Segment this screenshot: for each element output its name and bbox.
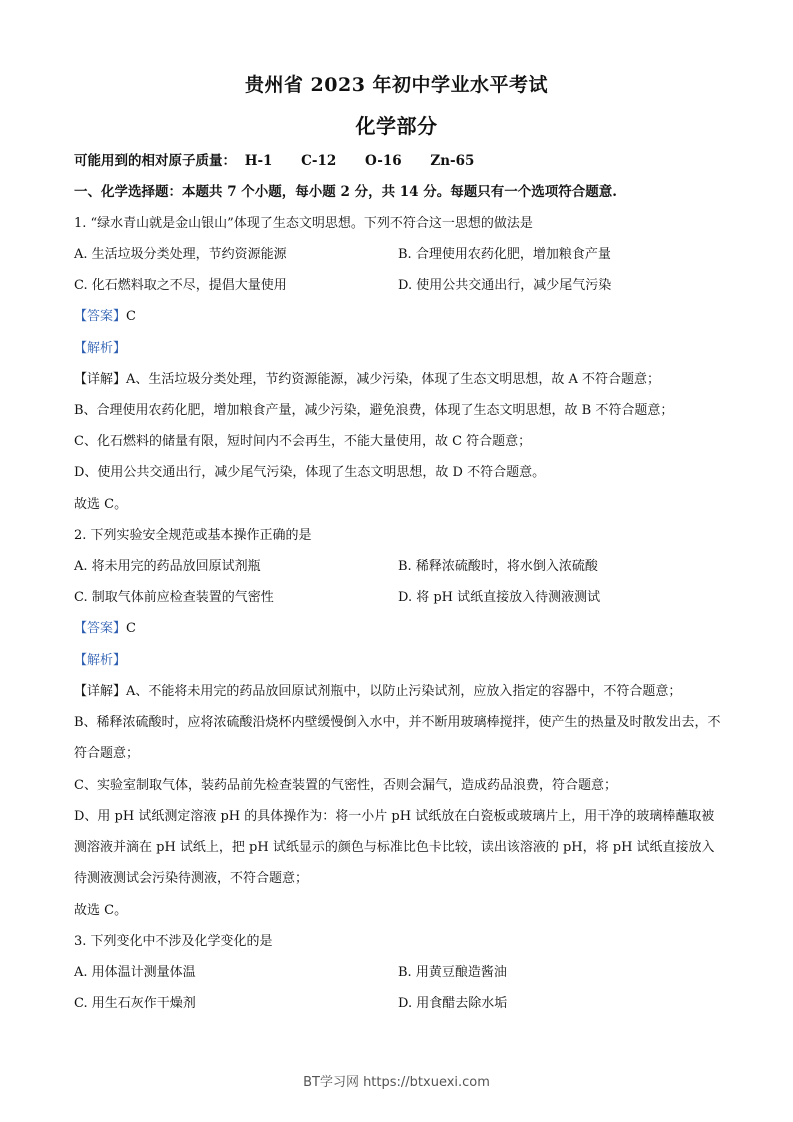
atomic-mass-label: 可能用到的相对原子质量：	[74, 153, 236, 169]
detail-tag: 【详解】	[74, 372, 127, 387]
atomic-mass-item: H-1	[244, 153, 273, 169]
option-c: C. 化石燃料取之不尽，提倡大量使用	[74, 278, 287, 293]
answer-tag: 【答案】	[74, 621, 127, 636]
answer-line	[74, 620, 136, 638]
detail-line	[74, 683, 681, 701]
section-heading: 一、化学选择题：本题共 7 个小题，每小题 2 分，共 14 分。每题只有一个选项符合题意.	[74, 184, 617, 200]
detail-tag: 【详解】	[74, 684, 127, 699]
detail-line: C、实验室制取气体，装药品前先检查装置的气密性，否则会漏气，造成药品浪费，符合题意；	[74, 778, 617, 793]
answer-value: C	[126, 309, 136, 324]
detail-line: D、使用公共交通出行，减少尾气污染，体现了生态文明思想，故 D 不符合题意。	[74, 465, 546, 480]
answer-tag: 【答案】	[74, 309, 127, 324]
detail-text: A、生活垃圾分类处理，节约资源能源，减少污染，体现了生态文明思想，故 A 不符合题意；	[126, 372, 661, 387]
atomic-mass-item: Zn-65	[430, 153, 475, 169]
option-b: B. 用黄豆酿造酱油	[398, 965, 507, 980]
question-stem: 1. “绿水青山就是金山银山”体现了生态文明思想。下列不符合这一思想的做法是	[74, 216, 533, 231]
option-c: C. 制取气体前应检查装置的气密性	[74, 590, 274, 605]
question-stem: 3. 下列变化中不涉及化学变化的是	[74, 934, 273, 949]
option-a: A. 生活垃圾分类处理，节约资源能源	[74, 247, 287, 262]
question-stem: 2. 下列实验安全规范或基本操作正确的是	[74, 528, 312, 543]
footer-watermark: BT学习网 https://btxuexi.com	[303, 1075, 490, 1090]
detail-line	[74, 371, 660, 389]
detail-line: B、合理使用农药化肥，增加粮食产量，减少污染，避免浪费，体现了生态文明思想，故 B 不符合题意；	[74, 403, 674, 418]
option-a: A. 用体温计测量体温	[74, 965, 196, 980]
detail-line: C、化石燃料的储量有限，短时间内不会再生，不能大量使用，故 C 符合题意；	[74, 434, 532, 449]
detail-paragraph: D、用 pH 试纸测定溶液 pH 的具体操作为：将一小片 pH 试纸放在白瓷板或玻璃片上，用干净的玻璃棒蘸取被测溶液并滴在 pH 试纸上，把 pH 试纸显示的颜色与标准比色卡比较，读出该溶液的 pH，将 pH 试纸直接放入待测液测试会污染待测液，不符合题意；	[74, 809, 715, 886]
atomic-mass-item: C-12	[301, 153, 337, 169]
answer-line	[74, 308, 136, 326]
page-subtitle: 化学部分	[355, 114, 438, 138]
option-c: C. 用生石灰作干燥剂	[74, 996, 196, 1011]
detail-text: A、不能将未用完的药品放回原试剂瓶中，以防止污染试剂，应放入指定的容器中，不符合题意；	[126, 684, 682, 699]
atomic-mass-line	[74, 152, 498, 170]
page-title: 贵州省 2023 年初中学业水平考试	[244, 74, 549, 96]
conclusion: 故选 C。	[74, 497, 128, 512]
analysis-tag: 【解析】	[74, 341, 127, 356]
atomic-mass-item: O-16	[365, 153, 402, 169]
option-a: A. 将未用完的药品放回原试剂瓶	[74, 559, 261, 574]
conclusion: 故选 C。	[74, 903, 128, 918]
option-d: D. 将 pH 试纸直接放入待测液测试	[398, 590, 601, 605]
option-d: D. 用食醋去除水垢	[398, 996, 508, 1011]
option-d: D. 使用公共交通出行，减少尾气污染	[398, 278, 612, 293]
detail-paragraph: B、稀释浓硫酸时，应将浓硫酸沿烧杯内壁缓慢倒入水中，并不断用玻璃棒搅拌，使产生的热量及时散发出去，不符合题意；	[74, 715, 721, 761]
option-b: B. 合理使用农药化肥，增加粮食产量	[398, 247, 611, 262]
option-b: B. 稀释浓硫酸时，将水倒入浓硫酸	[398, 559, 598, 574]
answer-value: C	[126, 621, 136, 636]
analysis-tag: 【解析】	[74, 653, 127, 668]
